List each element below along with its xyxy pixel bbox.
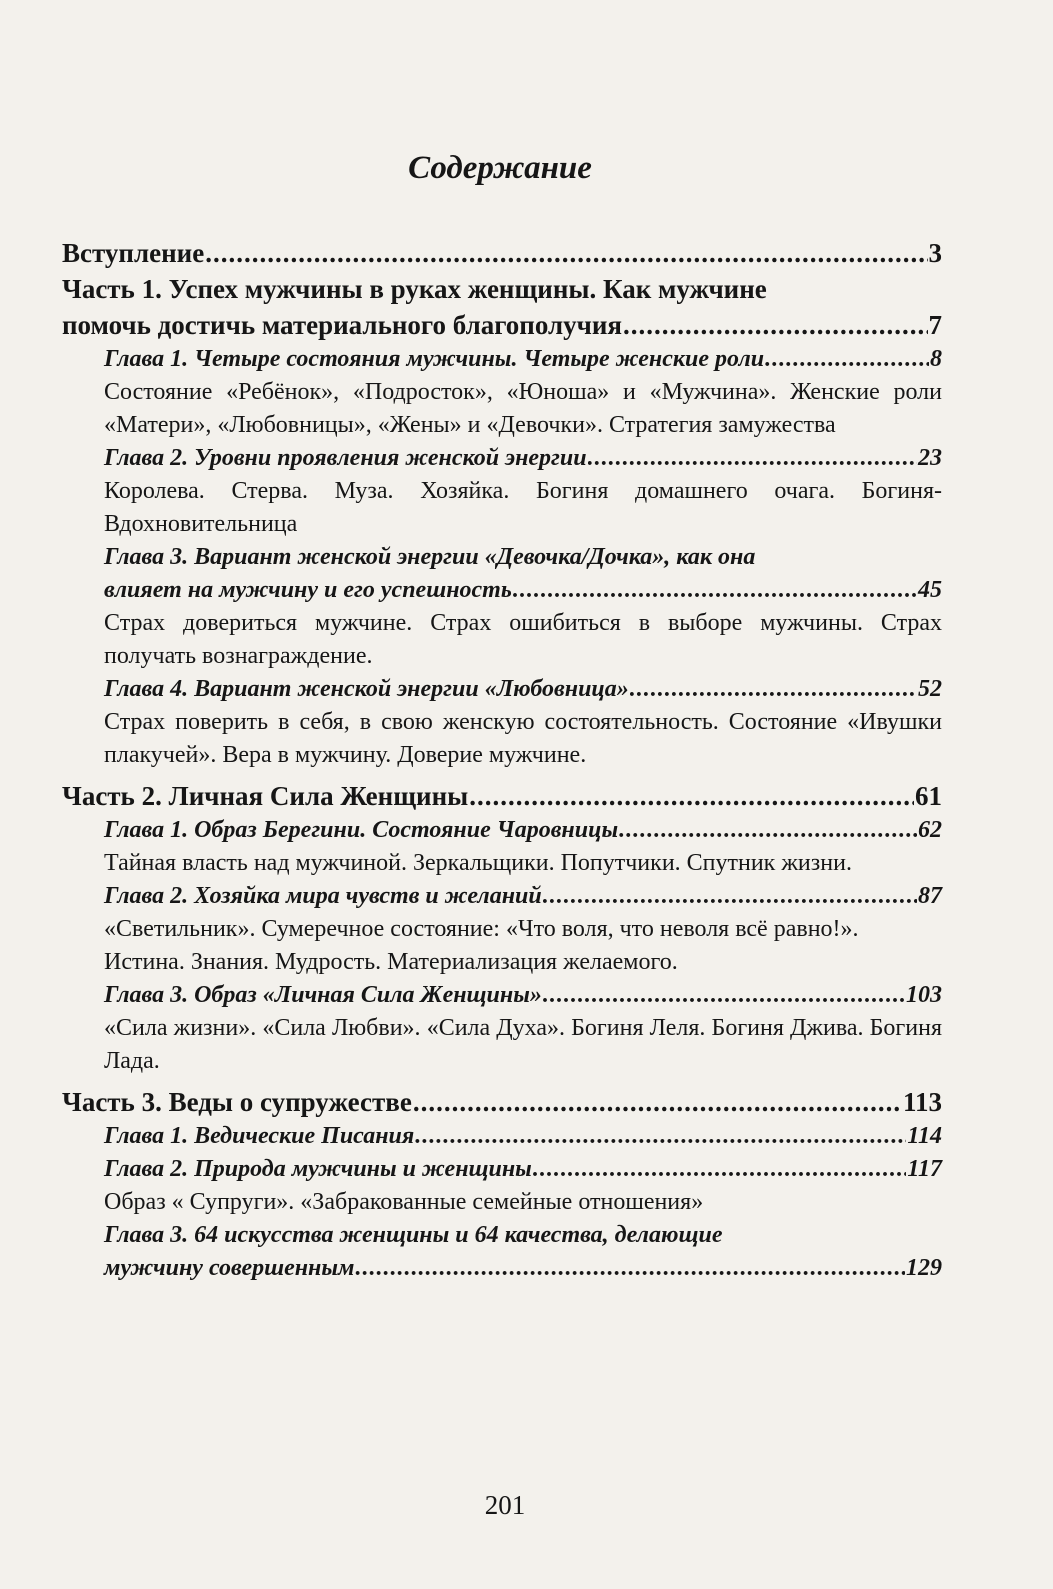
- leader-dots: [413, 1084, 902, 1120]
- toc-chapter-summary: Истина. Знания. Мудрость. Материализация желаемого.: [104, 949, 678, 975]
- leader-dots: [543, 880, 917, 913]
- leader-dots: [355, 1252, 905, 1285]
- toc-page-number: 117: [907, 1156, 942, 1182]
- leader-dots: [588, 442, 917, 475]
- leader-dots: [543, 979, 905, 1012]
- toc-chapter-summary: Страх поверить в себя, в свою женскую состоятельность. Состояние «Ивушки плакучей». Вера в мужчину. Доверие мужчине.: [104, 709, 942, 768]
- leader-dots: [619, 814, 917, 847]
- toc-entry-label: Часть 2. Личная Сила Женщины: [62, 781, 469, 811]
- toc-entry-label: Глава 1. Четыре состояния мужчины. Четыре женские роли: [104, 346, 765, 372]
- toc-page-number: 23: [918, 445, 942, 471]
- toc-chapter: [104, 343, 942, 376]
- toc-chapter: [104, 1219, 942, 1285]
- leader-dots: [765, 343, 929, 376]
- leader-dots: [533, 1153, 906, 1186]
- page-title: Содержание: [408, 150, 592, 186]
- leader-dots: [415, 1120, 906, 1153]
- toc-part-2: [62, 778, 942, 814]
- page-number: 201: [484, 1490, 526, 1520]
- toc-page-number: 61: [915, 781, 942, 811]
- toc-chapter: [104, 673, 942, 706]
- toc-chapter-summary: Королева. Стерва. Муза. Хозяйка. Богиня домашнего очага. Богиня-Вдохновительница: [104, 478, 942, 537]
- toc-entry-label: Глава 3. Вариант женской энергии «Девочка/Дочка», как она: [104, 544, 756, 570]
- toc-part-3: [62, 1084, 942, 1120]
- toc-chapter: [104, 1120, 942, 1153]
- toc-chapter-summary: Образ « Супруги». «Забракованные семейные отношения»: [104, 1189, 704, 1215]
- toc-entry-label: Глава 2. Природа мужчины и женщины: [104, 1156, 532, 1182]
- toc-intro: [62, 235, 942, 271]
- toc-entry-label-cont: мужчину совершенным: [104, 1255, 355, 1281]
- toc-chapter: [104, 979, 942, 1012]
- toc-page-number: 103: [906, 982, 942, 1008]
- toc-entry-label: Часть 1. Успех мужчины в руках женщины. Как мужчине: [62, 274, 767, 304]
- toc-page-number: 129: [906, 1255, 942, 1281]
- leader-dots: [205, 235, 927, 271]
- leader-dots: [630, 673, 917, 706]
- toc-entry-label: Вступление: [62, 238, 205, 268]
- toc-chapter: [104, 541, 942, 607]
- toc-entry-label: Глава 1. Ведические Писания: [104, 1123, 415, 1149]
- toc-page-number: 87: [918, 883, 942, 909]
- leader-dots: [513, 574, 917, 607]
- toc-entry-label: Глава 2. Хозяйка мира чувств и желаний: [104, 883, 542, 909]
- toc-part-1: [62, 271, 942, 343]
- toc-page-number: 52: [918, 676, 942, 702]
- toc-entry-label: Глава 3. Образ «Личная Сила Женщины»: [104, 982, 542, 1008]
- toc-page-number: 45: [918, 577, 942, 603]
- toc-entry-label: Глава 4. Вариант женской энергии «Любовница»: [104, 676, 629, 702]
- toc-entry-label-cont: помочь достичь материального благополучия: [62, 310, 623, 340]
- toc-chapter: [104, 1153, 942, 1186]
- toc-entry-label: Глава 3. 64 искусства женщины и 64 качества, делающие: [104, 1222, 723, 1248]
- toc-chapter-summary: «Светильник». Сумеречное состояние: «Что воля, что неволя всё равно!».: [104, 916, 859, 942]
- leader-dots: [469, 778, 914, 814]
- toc-page-number: 62: [918, 817, 942, 843]
- toc-chapter: [104, 442, 942, 475]
- toc-entry-label: Глава 2. Уровни проявления женской энергии: [104, 445, 587, 471]
- toc-chapter: [104, 814, 942, 847]
- toc-chapter-summary: Страх довериться мужчине. Страх ошибиться в выборе мужчины. Страх получать вознаграждение.: [104, 610, 942, 669]
- toc-page-number: 113: [902, 1087, 942, 1117]
- toc-page-number: 3: [928, 238, 942, 268]
- toc-page-number: 8: [930, 346, 942, 372]
- toc-entry-label-cont: влияет на мужчину и его успешность: [104, 577, 512, 603]
- table-of-contents: [62, 235, 942, 1285]
- toc-page-number: 7: [928, 310, 942, 340]
- toc-chapter: [104, 880, 942, 913]
- leader-dots: [623, 307, 927, 343]
- toc-page-number: 114: [907, 1123, 942, 1149]
- toc-chapter-summary: Тайная власть над мужчиной. Зеркальщики. Попутчики. Спутник жизни.: [104, 850, 852, 876]
- toc-chapter-summary: Состояние «Ребёнок», «Подросток», «Юноша» и «Мужчина». Женские роли «Матери», «Любовницы», «Жены» и «Девочки». Стратегия замужества: [104, 379, 942, 438]
- toc-entry-label: Глава 1. Образ Берегини. Состояние Чаровницы: [104, 817, 619, 843]
- toc-chapter-summary: «Сила жизни». «Сила Любви». «Сила Духа». Богиня Леля. Богиня Джива. Богиня Лада.: [104, 1015, 942, 1074]
- toc-entry-label: Часть 3. Веды о супружестве: [62, 1087, 412, 1117]
